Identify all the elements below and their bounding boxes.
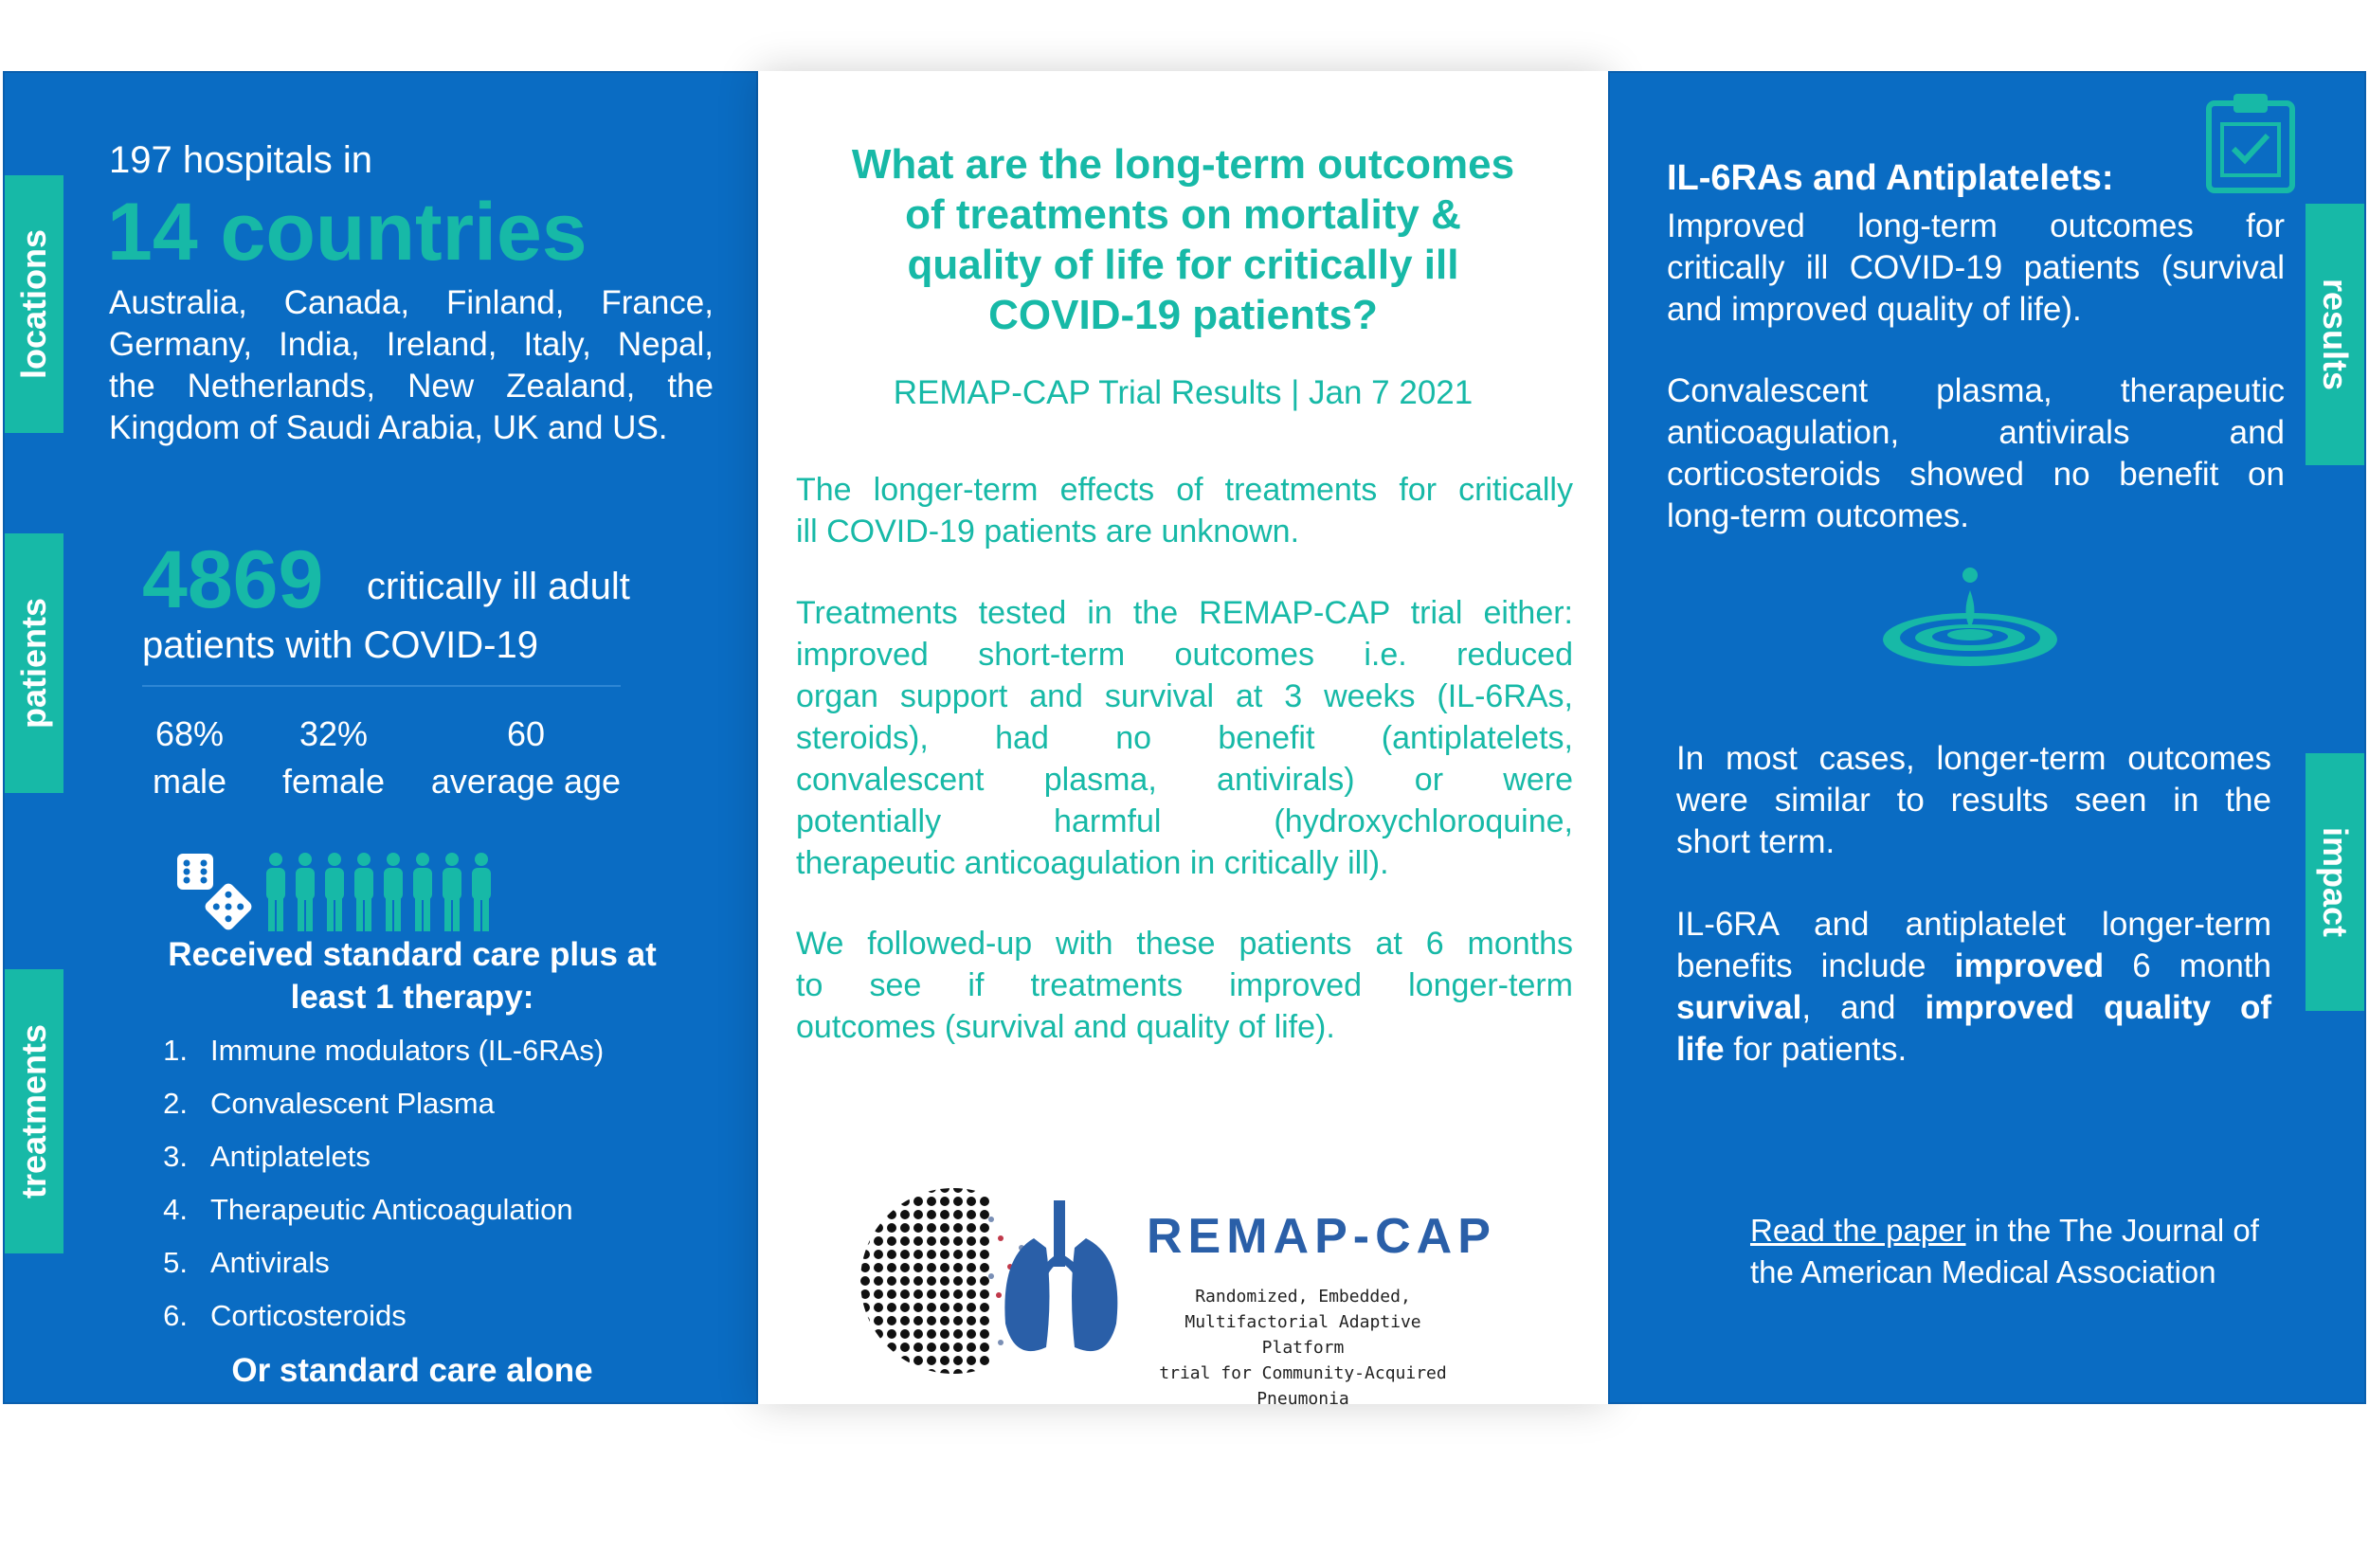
patient-count-desc-2: patients with COVID-19: [142, 624, 538, 666]
logo-tagline: Randomized, Embedded, Multifactorial Adaptive Platform trial for Community-Acquired Pneumonia: [1159, 1287, 1447, 1409]
followup-paragraph: We followed-up with these patients at 6 months to see if treatments improved longer-term outcomes (survival and quality of life).: [796, 926, 1573, 1045]
patient-count: 4869: [142, 534, 324, 625]
clipboard-check-icon: [2205, 92, 2296, 194]
intro-paragraph: The longer-term effects of treatments for critically ill COVID-19 patients are unknown.: [796, 472, 1573, 550]
standard-care-alone: Or standard care alone: [231, 1352, 593, 1389]
treatments-heading: Received standard care plus at least 1 therapy:: [168, 936, 657, 1016]
list-item: 1. Immune modulators (IL-6RAs): [163, 1034, 605, 1067]
water-drop-ripple-icon: [1880, 566, 2060, 668]
center-panel: [758, 71, 1608, 1409]
list-item: 5. Antivirals: [163, 1246, 330, 1279]
stat-age: 60 average age: [430, 714, 622, 801]
question-title: What are the long-term outcomes of treatments on mortality & quality of life for critically ill COVID-19 patients?: [851, 141, 1515, 338]
subtitle: REMAP-CAP Trial Results | Jan 7 2021: [893, 374, 1474, 411]
right-panel: [1608, 71, 2366, 1404]
results-heading: IL-6RAs and Antiplatelets:: [1667, 158, 2114, 198]
patient-count-desc-1: critically ill adult: [367, 566, 630, 607]
hospitals-line: 197 hospitals in: [109, 139, 372, 181]
remap-cap-logo-icon: [859, 1181, 1143, 1380]
impact-tab: impact: [2306, 753, 2364, 1011]
dice-icon: [175, 852, 257, 933]
locations-tab: locations: [5, 175, 63, 433]
impact-paragraph-2: IL-6RA and antiplatelet longer-term benefits include improved 6 month survival, and improved quality of life for patients.: [1676, 906, 2271, 1068]
therapy-list: [142, 1024, 604, 1343]
countries-list: Australia, Canada, Finland, France, Germany, India, Ireland, Italy, Nepal, the Netherlands, New Zealand, the Kingdom of Saudi Arabia, UK and US.: [109, 284, 714, 446]
impact-paragraph-1: In most cases, longer-term outcomes were similar to results seen in the short term.: [1676, 740, 2271, 860]
results-paragraph-1: Improved long-term outcomes for critically ill COVID-19 patients (survival and improved quality of life).: [1667, 207, 2285, 328]
list-item: 2. Convalescent Plasma: [163, 1087, 495, 1120]
left-panel: [3, 71, 758, 1404]
treatments-paragraph: Treatments tested in the REMAP-CAP trial either: improved short-term outcomes i.e. reduced organ support and survival at 3 weeks (IL-6RAs, steroids), had no benefit (antiplatelets, convalescent plasma, antivirals) or were potentially harmful (hydroxychloroquine, therapeutic anticoagulation in critically ill).: [796, 595, 1573, 881]
results-paragraph-2: Convalescent plasma, therapeutic anticoagulation, antivirals and corticosteroids showed no benefit on long-term outcomes.: [1667, 372, 2285, 534]
results-tab: results: [2306, 204, 2364, 465]
paper-reference: Read the paper in the The Journal of the American Medical Association: [1750, 1213, 2259, 1289]
divider: [142, 685, 621, 687]
people-icon: [262, 852, 511, 933]
stat-female: 32% female: [281, 714, 386, 801]
read-paper-link[interactable]: Read the paper: [1750, 1213, 1966, 1248]
patients-tab: patients: [5, 533, 63, 793]
logo-name: REMAP-CAP: [1147, 1209, 1496, 1264]
treatments-tab: treatments: [5, 969, 63, 1253]
list-item: 6. Corticosteroids: [163, 1299, 407, 1332]
list-item: 4. Therapeutic Anticoagulation: [163, 1193, 573, 1226]
stat-male: 68% male: [152, 714, 227, 801]
countries-headline: 14 countries: [107, 187, 588, 278]
list-item: 3. Antiplatelets: [163, 1140, 371, 1173]
